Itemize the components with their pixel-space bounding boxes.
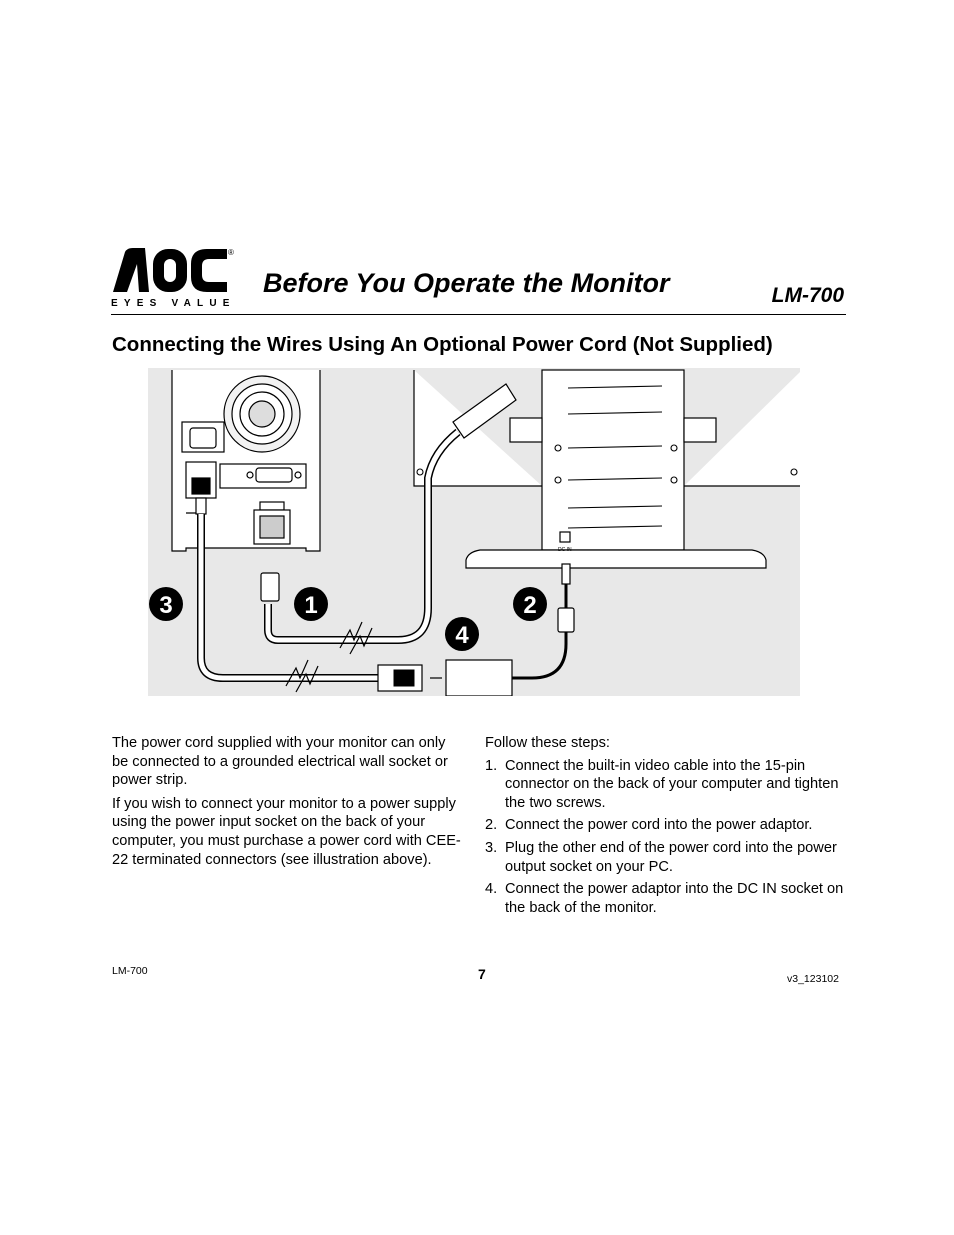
step-item (485, 816, 845, 835)
step-number: 4. (485, 881, 498, 898)
step-text: Connect the built-in video cable into the 15-pin connector on the back of your computer and tighten the two screws. (505, 757, 839, 811)
connection-illustration (148, 368, 800, 696)
steps-intro: Follow these steps: (485, 735, 610, 751)
computer-back-panel (172, 370, 320, 551)
registered-mark: ® (228, 248, 234, 257)
step-number: 3. (485, 839, 498, 856)
page-title: Before You Operate the Monitor (263, 268, 670, 298)
aoc-logo (111, 248, 241, 310)
callout-1-label: 1 (304, 592, 318, 619)
step-text: Connect the power cord into the power adaptor. (505, 817, 813, 834)
callout-4-label: 4 (455, 622, 469, 649)
section-title: Connecting the Wires Using An Optional Power Cord (Not Supplied) (112, 333, 773, 356)
optional-cord-note: If you wish to connect your monitor to a power supply using the power input socket on the back of your computer, you must purchase a power cord with CEE-22 terminated connectors (see illustration above). (112, 795, 461, 868)
step-number: 1. (485, 757, 498, 774)
callout-3-label: 3 (159, 592, 173, 619)
callout-2-label: 2 (523, 592, 537, 619)
steps-list (485, 757, 845, 918)
callout-1 (294, 587, 328, 621)
power-cord-note: The power cord supplied with your monitor can only be connected to a grounded electrical wall socket or power strip. (112, 735, 448, 789)
callout-4 (445, 617, 479, 651)
callout-3 (149, 587, 183, 621)
header-rule (111, 314, 846, 315)
step-number: 2. (485, 817, 498, 834)
step-text: Connect the power adaptor into the DC IN socket on the back of the monitor. (505, 881, 844, 916)
model-name: LM-700 (771, 284, 844, 307)
step-item (485, 880, 845, 917)
page-number: 7 (478, 966, 486, 982)
dc-in-label: DC IN (558, 547, 572, 553)
step-text: Plug the other end of the power cord into the power output socket on your PC. (505, 839, 837, 875)
page-header (111, 248, 846, 316)
step-item (485, 757, 845, 813)
logo-tagline: EYES VALUE (111, 298, 236, 309)
callout-2 (513, 587, 547, 621)
footer-model: LM-700 (112, 965, 148, 977)
right-column (485, 734, 845, 921)
step-item (485, 839, 845, 876)
left-column (112, 734, 462, 874)
aoc-logo-mark (111, 248, 229, 294)
footer-version: v3_123102 (787, 973, 839, 985)
